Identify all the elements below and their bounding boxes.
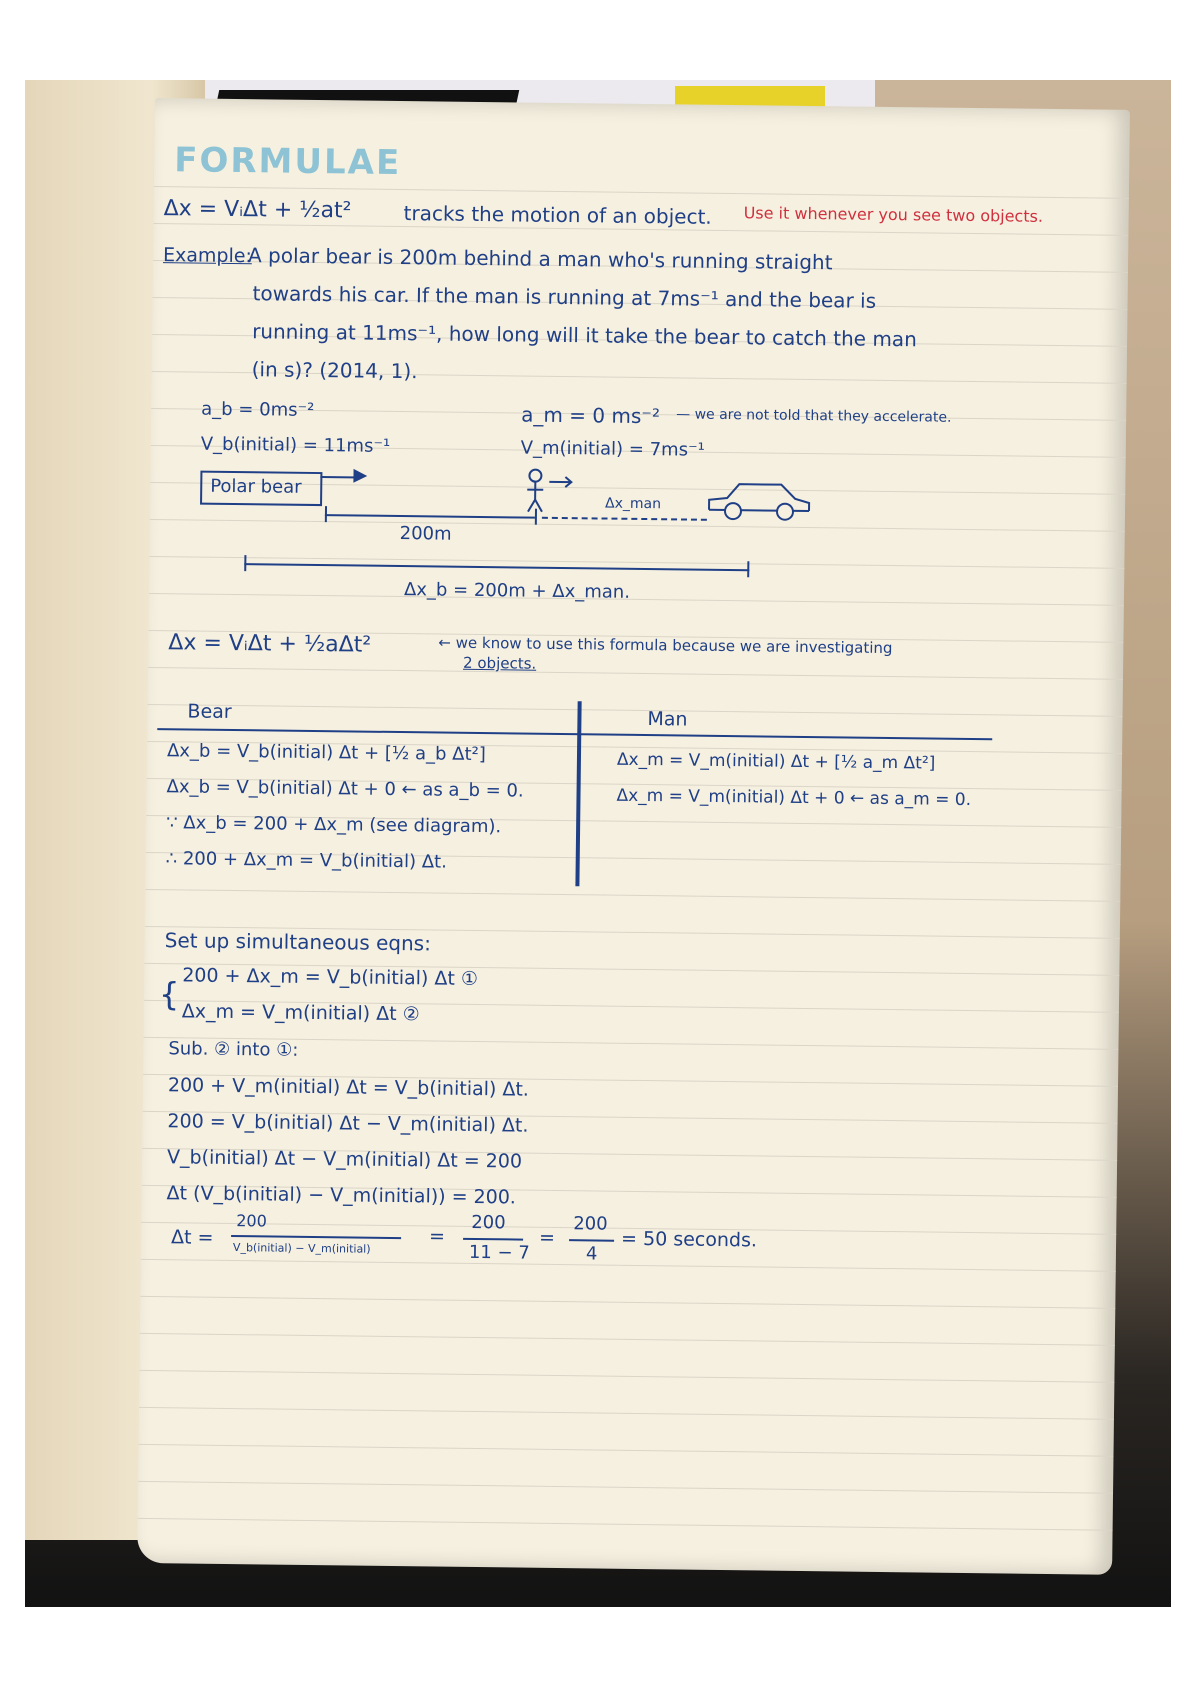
ruled-line xyxy=(138,1481,1113,1494)
formula-used: Δx = VᵢΔt + ½aΔt² xyxy=(168,630,372,658)
solution-heading: Set up simultaneous eqns: xyxy=(164,928,432,956)
formula-reason-note-2: 2 objects. xyxy=(463,653,537,673)
man-acceleration-note: — we are not told that they accelerate. xyxy=(676,406,952,426)
ruled-line xyxy=(148,667,1123,680)
man-column-header: Man xyxy=(647,708,688,731)
bear-column-header: Bear xyxy=(187,700,232,723)
equation-2: Δx_m = V_m(initial) Δt ② xyxy=(181,1000,420,1026)
formula-reason-note: ← we know to use this formula because we are investigating xyxy=(438,633,893,658)
table-header-rule xyxy=(157,728,992,740)
man-row-1: Δx_m = V_m(initial) Δt + [½ a_m Δt²] xyxy=(616,749,936,774)
bear-row-3: ∵ Δx_b = 200 + Δx_m (see diagram). xyxy=(166,812,502,838)
page-heading: FORMULAE xyxy=(173,140,402,184)
ruled-line xyxy=(139,1370,1114,1383)
bear-row-1: Δx_b = V_b(initial) Δt + [½ a_b Δt²] xyxy=(166,740,486,766)
gap-tick-left xyxy=(325,506,327,522)
total-distance-line xyxy=(244,563,749,571)
ruled-line xyxy=(139,1407,1114,1420)
man-displacement-line xyxy=(542,517,707,521)
example-line-2: towards his car. If the man is running at 7ms⁻¹ and the bear is xyxy=(252,281,877,313)
substitution-step: Sub. ② into ①: xyxy=(168,1038,299,1061)
ruled-line xyxy=(149,593,1124,606)
polar-bear-box xyxy=(200,471,322,506)
notebook-photo xyxy=(25,80,1171,1607)
example-line-3: running at 11ms⁻¹, how long will it take the bear to catch the man xyxy=(252,319,917,352)
fraction-1-numerator: 200 xyxy=(236,1211,267,1231)
step-4: Δt (V_b(initial) − V_m(initial)) = 200. xyxy=(166,1182,517,1209)
ruled-line xyxy=(150,519,1125,532)
fraction-3-bar xyxy=(569,1239,614,1242)
fraction-1-denominator: V_b(initial) − V_m(initial) xyxy=(232,1241,371,1256)
gap-tick-right xyxy=(535,509,537,525)
total-distance-label: Δx_b = 200m + Δx_man. xyxy=(403,579,631,603)
total-tick-right xyxy=(747,561,749,577)
example-line-1: A polar bear is 200m behind a man who's running straight xyxy=(247,243,833,275)
bear-row-2: Δx_b = V_b(initial) Δt + 0 ← as a_b = 0. xyxy=(166,776,524,802)
man-acceleration: a_m = 0 ms⁻² xyxy=(521,402,661,429)
final-delta-t: Δt = xyxy=(170,1226,214,1249)
system-brace: { xyxy=(158,975,180,1014)
total-tick-left xyxy=(244,555,246,571)
fraction-1-bar xyxy=(231,1235,401,1239)
step-1: 200 + V_m(initial) Δt = V_b(initial) Δt. xyxy=(167,1074,530,1101)
fraction-3-denominator: 4 xyxy=(585,1243,598,1265)
fraction-3-numerator: 200 xyxy=(573,1213,608,1235)
final-answer: = 50 seconds. xyxy=(620,1227,758,1252)
car-icon xyxy=(705,480,816,526)
main-formula: Δx = VᵢΔt + ½at² xyxy=(163,196,352,224)
polar-bear-label: Polar bear xyxy=(210,475,302,498)
fraction-2-numerator: 200 xyxy=(471,1211,506,1234)
ruled-line xyxy=(140,1296,1115,1309)
ruled-line xyxy=(148,704,1123,717)
ruled-line xyxy=(138,1518,1113,1531)
step-2: 200 = V_b(initial) Δt − V_m(initial) Δt. xyxy=(167,1110,529,1137)
gap-distance-line xyxy=(325,514,535,519)
table-divider xyxy=(575,701,581,886)
equals-sign-2: = xyxy=(538,1226,556,1249)
bear-arrow-head: ▶ xyxy=(353,464,368,486)
equation-1: 200 + Δx_m = V_b(initial) Δt ① xyxy=(182,964,479,991)
bear-initial-velocity: V_b(initial) = 11ms⁻¹ xyxy=(200,433,391,457)
bear-acceleration: a_b = 0ms⁻² xyxy=(201,398,315,421)
ruled-line xyxy=(141,1259,1116,1272)
formula-note: Use it whenever you see two objects. xyxy=(743,203,1044,226)
man-row-2: Δx_m = V_m(initial) Δt + 0 ← as a_m = 0. xyxy=(616,785,972,811)
fraction-2-denominator: 11 − 7 xyxy=(468,1241,530,1264)
equals-sign-1: = xyxy=(428,1225,446,1248)
example-line-4: (in s)? (2014, 1). xyxy=(251,357,418,384)
man-initial-velocity: V_m(initial) = 7ms⁻¹ xyxy=(520,437,705,461)
ruled-line xyxy=(145,889,1120,902)
step-3: V_b(initial) Δt − V_m(initial) Δt = 200 xyxy=(166,1146,523,1173)
man-displacement-label: Δx_man xyxy=(604,495,662,513)
ruled-line xyxy=(139,1444,1114,1457)
example-label: Example: xyxy=(162,244,253,268)
formula-description: tracks the motion of an object. xyxy=(403,201,712,229)
notebook-page xyxy=(137,98,1130,1575)
gap-distance-label: 200m xyxy=(399,523,452,545)
ruled-line xyxy=(140,1333,1115,1346)
bear-row-4: ∴ 200 + Δx_m = V_b(initial) Δt. xyxy=(165,848,448,873)
fraction-2-bar xyxy=(463,1238,523,1241)
